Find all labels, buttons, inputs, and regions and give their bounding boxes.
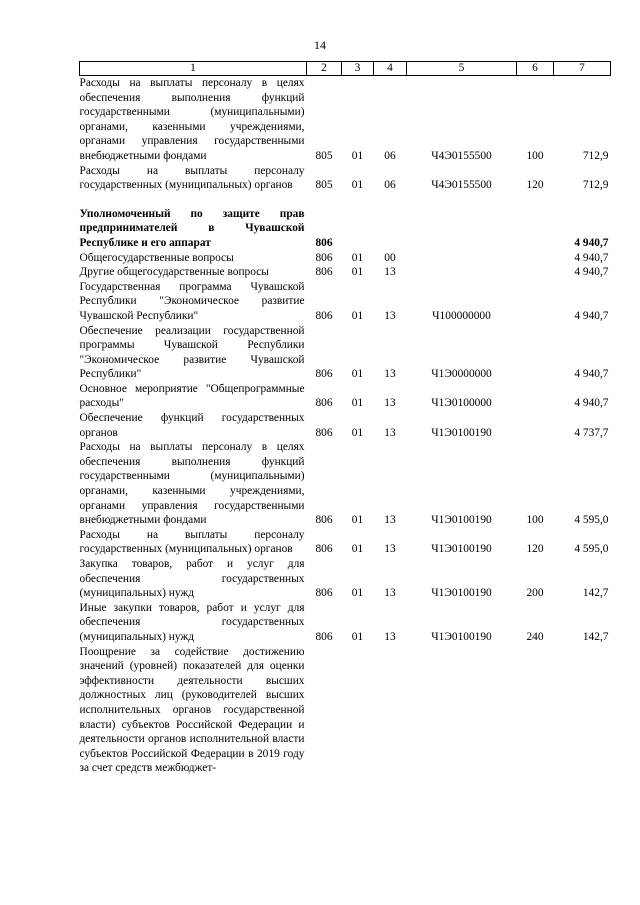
section-code-cell: 01 bbox=[351, 543, 364, 556]
subsection-code-cell: 06 bbox=[384, 149, 396, 162]
row-name-cell: Обеспечение функций государственных органов bbox=[79, 412, 305, 439]
row-name-cell: Расходы на выплаты персоналу государственных (муниципальных) органов bbox=[79, 164, 305, 192]
ministry-code-cell bbox=[307, 645, 342, 776]
expense-type-cell bbox=[517, 251, 554, 266]
target-article-cell bbox=[407, 207, 517, 251]
ministry-code-cell: 806 bbox=[315, 236, 333, 249]
ministry-code-cell bbox=[307, 193, 342, 207]
column-header: 6 bbox=[517, 62, 554, 76]
section-code-cell bbox=[342, 207, 374, 251]
target-article-cell: Ч4Э0155500 bbox=[431, 149, 492, 162]
amount-cell: 4 940,7 bbox=[574, 251, 609, 264]
subsection-code-cell: 13 bbox=[384, 587, 396, 600]
table-row bbox=[80, 411, 611, 440]
ministry-code-cell: 805 bbox=[315, 179, 333, 192]
row-name-cell: Основное мероприятие "Общепрограммные расходы" bbox=[79, 382, 305, 410]
expense-type-cell bbox=[517, 382, 554, 411]
amount-cell: 142,7 bbox=[582, 630, 609, 643]
expense-type-cell: 100 bbox=[526, 149, 544, 162]
target-article-cell bbox=[407, 193, 517, 207]
subsection-code-cell: 13 bbox=[384, 543, 396, 556]
amount-cell: 712,9 bbox=[582, 149, 609, 162]
subsection-code-cell: 13 bbox=[384, 309, 396, 322]
section-code-cell bbox=[342, 193, 374, 207]
amount-cell: 4 595,0 bbox=[574, 543, 609, 556]
amount-cell bbox=[554, 193, 611, 207]
expense-type-cell bbox=[517, 411, 554, 440]
expense-type-cell bbox=[517, 265, 554, 280]
column-header: 1 bbox=[80, 62, 307, 76]
subsection-code-cell: 13 bbox=[384, 426, 396, 439]
subsection-code-cell: 13 bbox=[384, 397, 396, 410]
table-row bbox=[80, 164, 611, 193]
target-article-cell: Ч1Э0100190 bbox=[431, 587, 492, 600]
section-code-cell: 01 bbox=[351, 368, 364, 381]
table-row bbox=[80, 76, 611, 164]
ministry-code-cell: 806 bbox=[315, 426, 333, 439]
subsection-code-cell bbox=[374, 645, 407, 776]
subsection-code-cell: 13 bbox=[384, 368, 396, 381]
ministry-code-cell: 806 bbox=[315, 514, 333, 527]
ministry-code-cell: 806 bbox=[315, 251, 333, 264]
table-body bbox=[80, 76, 611, 776]
expense-type-cell bbox=[517, 645, 554, 776]
target-article-cell: Ч1Э0100190 bbox=[431, 514, 492, 527]
amount-cell: 4 940,7 bbox=[574, 368, 609, 381]
row-name-cell: Обеспечение реализации государственной программы Чувашской Республики "Экономическое развитие Чувашской Республики" bbox=[79, 324, 305, 381]
table-row bbox=[80, 251, 611, 266]
ministry-code-cell: 806 bbox=[315, 368, 333, 381]
row-name-cell: Расходы на выплаты персоналу в целях обеспечения выполнения функций государственными (муниципальными) органами, казенными учреждениями, органами управления государственными внебюджетными фондами bbox=[79, 441, 305, 527]
target-article-cell: Ч1Э0100190 bbox=[431, 426, 492, 439]
row-name-cell: Закупка товаров, работ и услуг для обеспечения государственных (муниципальных) нужд bbox=[79, 558, 305, 600]
column-header: 2 bbox=[307, 62, 342, 76]
column-header: 5 bbox=[407, 62, 517, 76]
ministry-code-cell: 806 bbox=[315, 543, 333, 556]
expense-type-cell bbox=[517, 207, 554, 251]
table-row bbox=[80, 265, 611, 280]
amount-cell: 4 595,0 bbox=[574, 514, 609, 527]
target-article-cell: Ч100000000 bbox=[432, 309, 491, 322]
expense-type-cell: 120 bbox=[526, 543, 544, 556]
target-article-cell bbox=[407, 265, 517, 280]
section-code-cell: 01 bbox=[351, 587, 364, 600]
amount-cell: 712,9 bbox=[582, 179, 609, 192]
amount-cell: 4 940,7 bbox=[574, 266, 609, 279]
table-row bbox=[80, 601, 611, 645]
table-row bbox=[80, 382, 611, 411]
ministry-code-cell: 806 bbox=[315, 630, 333, 643]
table-row bbox=[80, 280, 611, 324]
section-code-cell: 01 bbox=[351, 514, 364, 527]
row-name-cell: Государственная программа Чувашской Республики "Экономическое развитие Чувашской Республики" bbox=[79, 280, 305, 322]
section-code-cell: 01 bbox=[351, 426, 364, 439]
expense-type-cell: 200 bbox=[526, 587, 544, 600]
section-code-cell: 01 bbox=[351, 179, 364, 192]
amount-cell: 142,7 bbox=[582, 587, 609, 600]
target-article-cell: Ч4Э0155500 bbox=[431, 179, 492, 192]
column-header: 3 bbox=[342, 62, 374, 76]
expense-type-cell: 240 bbox=[526, 630, 544, 643]
table-row bbox=[80, 324, 611, 382]
subsection-code-cell bbox=[374, 207, 407, 251]
amount-cell: 4 940,7 bbox=[574, 397, 609, 410]
table-row bbox=[80, 645, 611, 776]
target-article-cell: Ч1Э0100190 bbox=[431, 543, 492, 556]
table-row bbox=[80, 207, 611, 251]
column-header: 7 bbox=[554, 62, 611, 76]
row-name-cell: Другие общегосударственные вопросы bbox=[79, 266, 269, 279]
target-article-cell bbox=[407, 645, 517, 776]
ministry-code-cell: 806 bbox=[315, 309, 333, 322]
amount-cell: 4 737,7 bbox=[574, 426, 609, 439]
table-header-row bbox=[80, 62, 611, 76]
row-name-cell: Расходы на выплаты персоналу в целях обеспечения выполнения функций государственными (муниципальными) органами, казенными учреждениями, органами управления государственными внебюджетными фондами bbox=[79, 77, 305, 162]
row-name-cell bbox=[80, 193, 307, 207]
row-name-cell: Расходы на выплаты персоналу государственных (муниципальных) органов bbox=[79, 528, 305, 556]
ministry-code-cell: 805 bbox=[315, 149, 333, 162]
table-row bbox=[80, 440, 611, 528]
target-article-cell bbox=[407, 251, 517, 266]
subsection-code-cell: 00 bbox=[384, 251, 396, 264]
section-code-cell: 01 bbox=[351, 149, 364, 162]
subsection-code-cell bbox=[374, 193, 407, 207]
subsection-code-cell: 13 bbox=[384, 266, 396, 279]
amount-cell: 4 940,7 bbox=[574, 309, 609, 322]
amount-cell: 4 940,7 bbox=[574, 236, 609, 249]
table-row bbox=[80, 528, 611, 557]
column-header: 4 bbox=[374, 62, 407, 76]
expense-type-cell: 120 bbox=[526, 179, 544, 192]
subsection-code-cell: 13 bbox=[384, 514, 396, 527]
ministry-code-cell: 806 bbox=[315, 397, 333, 410]
target-article-cell: Ч1Э0100000 bbox=[431, 397, 492, 410]
row-name-cell: Поощрение за содействие достижению значений (уровней) показателей для оценки эффективности деятельности высших должностных лиц (руководителей высших исполнительных органов государственной власти) субъектов Российской Федерации и деятельности органов исполнительной власти субъектов Российской Федерации в 2019 году за счет средств межбюджет- bbox=[79, 645, 305, 775]
section-code-cell bbox=[342, 645, 374, 776]
row-name-cell: Уполномоченный по защите прав предпринимателей в Чувашской Республике и его аппарат bbox=[79, 207, 305, 249]
table-row bbox=[80, 193, 611, 207]
section-code-cell: 01 bbox=[351, 309, 364, 322]
section-code-cell: 01 bbox=[351, 251, 364, 264]
target-article-cell: Ч1Э0100190 bbox=[431, 630, 492, 643]
table-row bbox=[80, 557, 611, 601]
expense-type-cell bbox=[517, 193, 554, 207]
row-name-cell: Общегосударственные вопросы bbox=[79, 251, 234, 264]
expense-type-cell bbox=[517, 324, 554, 382]
row-name-cell: Иные закупки товаров, работ и услуг для обеспечения государственных (муниципальных) нужд bbox=[79, 601, 305, 643]
ministry-code-cell: 806 bbox=[315, 266, 333, 279]
subsection-code-cell: 13 bbox=[384, 630, 396, 643]
section-code-cell: 01 bbox=[351, 266, 364, 279]
amount-cell bbox=[554, 645, 611, 776]
section-code-cell: 01 bbox=[351, 630, 364, 643]
budget-table bbox=[79, 61, 611, 776]
page-number: 14 bbox=[314, 38, 326, 52]
expense-type-cell bbox=[517, 280, 554, 324]
subsection-code-cell: 06 bbox=[384, 179, 396, 192]
expense-type-cell: 100 bbox=[526, 514, 544, 527]
ministry-code-cell: 806 bbox=[315, 587, 333, 600]
section-code-cell: 01 bbox=[351, 397, 364, 410]
target-article-cell: Ч1Э0000000 bbox=[431, 368, 492, 381]
